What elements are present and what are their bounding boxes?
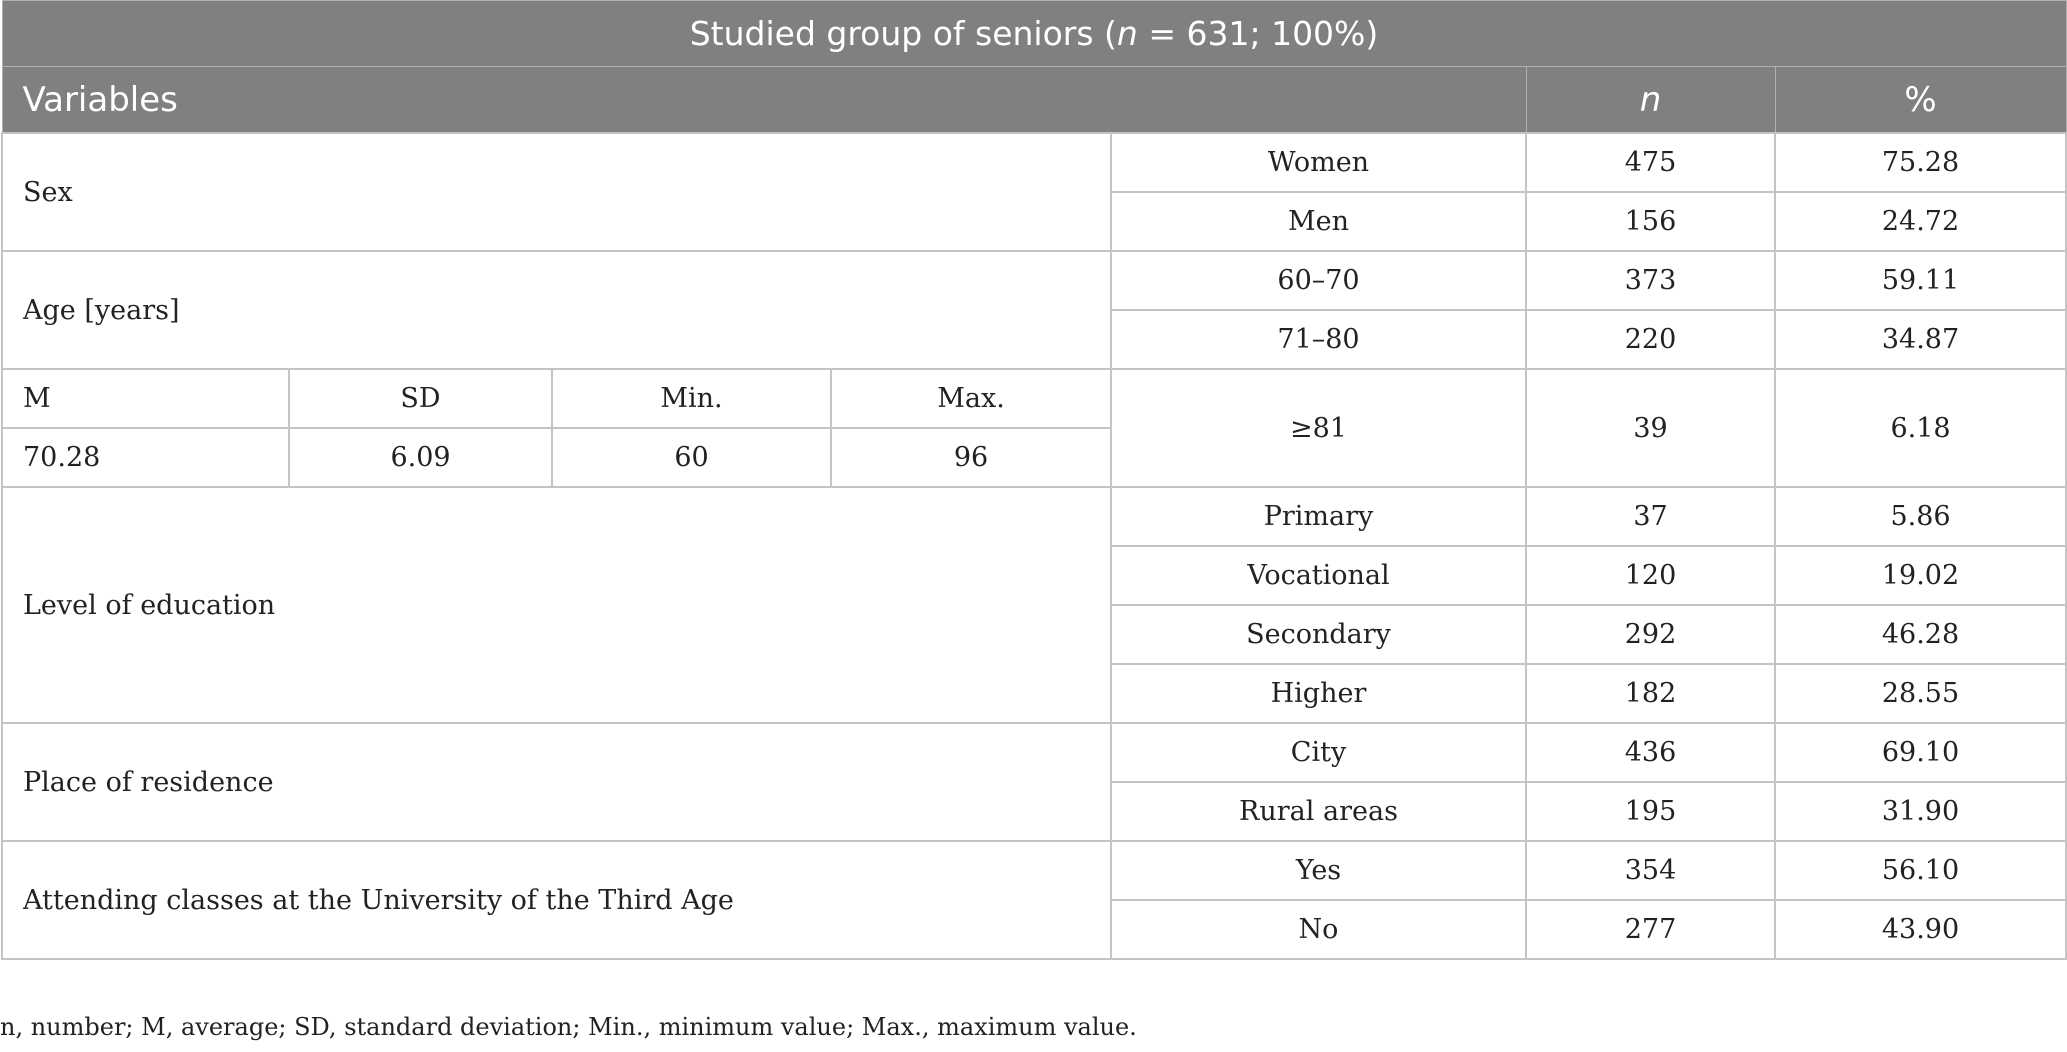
category-cell: 71–80 bbox=[1111, 310, 1526, 369]
stat-header-min: Min. bbox=[552, 369, 831, 428]
variable-education: Level of education bbox=[2, 487, 1111, 723]
n-cell: 354 bbox=[1526, 841, 1775, 900]
percent-cell: 24.72 bbox=[1775, 192, 2066, 251]
category-cell: Women bbox=[1111, 133, 1526, 192]
percent-cell: 28.55 bbox=[1775, 664, 2066, 723]
n-cell: 37 bbox=[1526, 487, 1775, 546]
stat-value-min: 60 bbox=[552, 428, 831, 487]
percent-cell: 69.10 bbox=[1775, 723, 2066, 782]
stat-value-max: 96 bbox=[831, 428, 1111, 487]
n-cell: 39 bbox=[1526, 369, 1775, 487]
n-cell: 182 bbox=[1526, 664, 1775, 723]
category-cell: No bbox=[1111, 900, 1526, 959]
n-cell: 436 bbox=[1526, 723, 1775, 782]
header-variables: Variables bbox=[2, 67, 1526, 134]
category-cell: Primary bbox=[1111, 487, 1526, 546]
percent-cell: 5.86 bbox=[1775, 487, 2066, 546]
n-cell: 120 bbox=[1526, 546, 1775, 605]
n-cell: 475 bbox=[1526, 133, 1775, 192]
percent-cell: 46.28 bbox=[1775, 605, 2066, 664]
category-cell: City bbox=[1111, 723, 1526, 782]
stat-value-m: 70.28 bbox=[2, 428, 289, 487]
stat-header-sd: SD bbox=[289, 369, 552, 428]
table-row bbox=[2, 723, 2066, 782]
category-cell: Vocational bbox=[1111, 546, 1526, 605]
table-row bbox=[2, 369, 2066, 428]
category-cell: Men bbox=[1111, 192, 1526, 251]
table-footnote: n, number; M, average; SD, standard deviation; Min., minimum value; Max., maximum value. bbox=[0, 1013, 1137, 1041]
stat-header-m: M bbox=[2, 369, 289, 428]
table-row bbox=[2, 133, 2066, 192]
table-row bbox=[2, 841, 2066, 900]
table-title: Studied group of seniors (n = 631; 100%) bbox=[2, 1, 2066, 67]
variable-u3a: Attending classes at the University of the Third Age bbox=[2, 841, 1111, 959]
n-cell: 156 bbox=[1526, 192, 1775, 251]
percent-cell: 75.28 bbox=[1775, 133, 2066, 192]
category-cell: Yes bbox=[1111, 841, 1526, 900]
n-cell: 220 bbox=[1526, 310, 1775, 369]
stat-header-max: Max. bbox=[831, 369, 1111, 428]
percent-cell: 6.18 bbox=[1775, 369, 2066, 487]
header-n: n bbox=[1526, 67, 1775, 134]
category-cell: Rural areas bbox=[1111, 782, 1526, 841]
table-title-row bbox=[2, 1, 2066, 67]
category-cell: ≥81 bbox=[1111, 369, 1526, 487]
n-cell: 292 bbox=[1526, 605, 1775, 664]
percent-cell: 59.11 bbox=[1775, 251, 2066, 310]
table-row bbox=[2, 487, 2066, 546]
stat-value-sd: 6.09 bbox=[289, 428, 552, 487]
table-row bbox=[2, 251, 2066, 310]
n-cell: 277 bbox=[1526, 900, 1775, 959]
percent-cell: 34.87 bbox=[1775, 310, 2066, 369]
variable-sex: Sex bbox=[2, 133, 1111, 251]
percent-cell: 56.10 bbox=[1775, 841, 2066, 900]
category-cell: Secondary bbox=[1111, 605, 1526, 664]
n-cell: 373 bbox=[1526, 251, 1775, 310]
variable-residence: Place of residence bbox=[2, 723, 1111, 841]
category-cell: 60–70 bbox=[1111, 251, 1526, 310]
n-cell: 195 bbox=[1526, 782, 1775, 841]
demographics-table bbox=[1, 0, 2067, 960]
table-header-row bbox=[2, 67, 2066, 134]
percent-cell: 19.02 bbox=[1775, 546, 2066, 605]
header-percent: % bbox=[1775, 67, 2066, 134]
category-cell: Higher bbox=[1111, 664, 1526, 723]
percent-cell: 43.90 bbox=[1775, 900, 2066, 959]
percent-cell: 31.90 bbox=[1775, 782, 2066, 841]
variable-age: Age [years] bbox=[2, 251, 1111, 369]
